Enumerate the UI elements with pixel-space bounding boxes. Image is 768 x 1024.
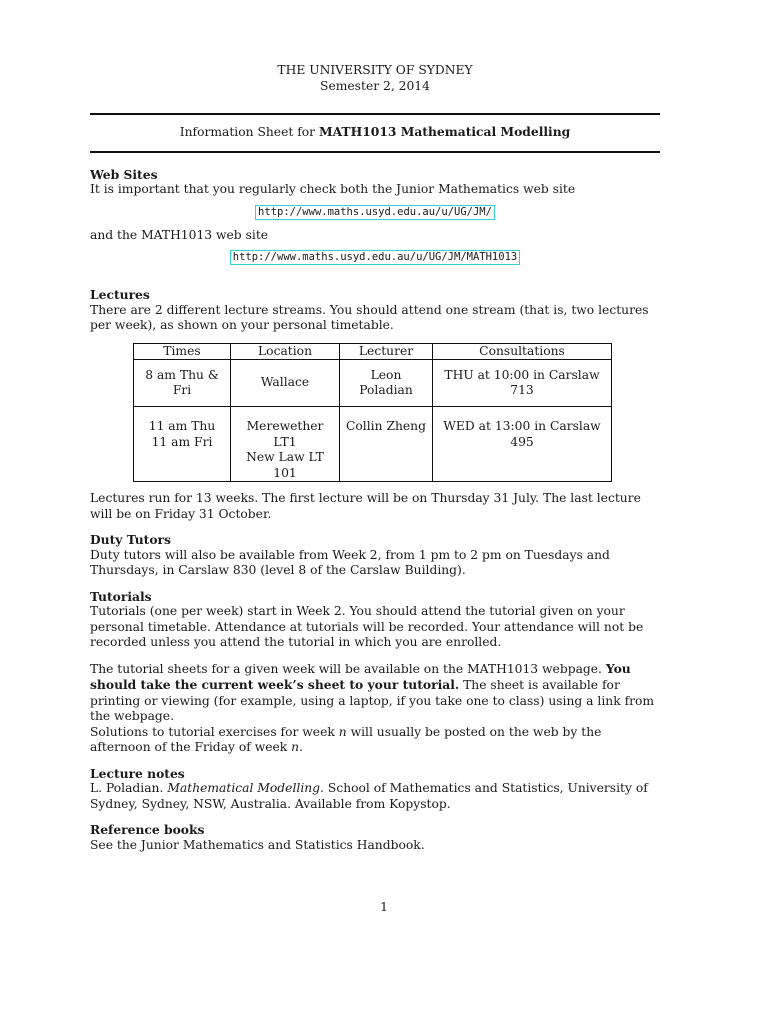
table-header: Location bbox=[231, 343, 340, 360]
table-cell-times bbox=[134, 407, 231, 482]
solutions-rest: will usually be posted on the web by the afternoon of the Friday of week bbox=[90, 724, 602, 754]
table-header: Times bbox=[134, 343, 231, 360]
solutions-end: . bbox=[299, 740, 304, 754]
table-cell-location: Wallace bbox=[231, 360, 340, 407]
lecture-table bbox=[133, 343, 612, 483]
course-title: MATH1013 Mathematical Modelling bbox=[318, 124, 571, 139]
university-name: THE UNIVERSITY OF SYDNEY bbox=[277, 63, 473, 77]
notes-author: L. Poladian. bbox=[90, 781, 164, 795]
table-cell-consultations: THU at 10:00 in Carslaw 713 bbox=[433, 360, 612, 407]
table-cell-times: 8 am Thu & Fri bbox=[134, 360, 231, 407]
lectures-heading: Lectures bbox=[90, 287, 150, 302]
table-cell-lecturer: Collin Zheng bbox=[340, 407, 433, 482]
lectures-schedule: Lectures run for 13 weeks. The first lecture will be on Thursday 31 July. The last lecture will be on Friday 31 October. bbox=[90, 491, 641, 521]
jm-website-link[interactable]: http://www.maths.usyd.edu.au/u/UG/JM/ bbox=[255, 205, 495, 220]
page-number: 1 bbox=[380, 900, 388, 914]
web-sites-heading: Web Sites bbox=[90, 166, 158, 182]
table-row bbox=[134, 407, 612, 482]
duty-tutors-text: Duty tutors will also be available from Week 2, from 1 pm to 2 pm on Tuesdays and Thursdays, in Carslaw 830 (level 8 of the Carslaw Building). bbox=[90, 547, 610, 577]
table-header: Consultations bbox=[433, 343, 612, 360]
week-variable: n bbox=[291, 740, 300, 754]
tutorial-sheets-emphasis: You should take the current week’s sheet to your tutorial. bbox=[90, 660, 631, 692]
document-page bbox=[90, 62, 660, 853]
solutions-text: Solutions to tutorial exercises for week bbox=[90, 724, 335, 739]
reference-books-text: See the Junior Mathematics and Statistics Handbook. bbox=[90, 837, 425, 852]
math1013-website-link[interactable]: http://www.maths.usyd.edu.au/u/UG/JM/MATH1013 bbox=[230, 250, 520, 265]
table-header: Lecturer bbox=[340, 343, 433, 360]
table-header-row bbox=[134, 343, 612, 360]
tutorials-paragraph-2 bbox=[90, 661, 660, 725]
tutorial-sheets-text: The tutorial sheets for a given week will be available on the MATH1013 webpage. bbox=[90, 661, 602, 676]
table-cell-consultations: WED at 13:00 in Carslaw 495 bbox=[433, 407, 612, 482]
location-line: New Law LT 101 bbox=[246, 450, 324, 480]
lecture-notes-heading: Lecture notes bbox=[90, 765, 185, 781]
week-variable: n bbox=[338, 724, 347, 739]
notes-publisher: School of Mathematics and Statistics, University of Sydney, Sydney, NSW, Australia. Available from Kopystop. bbox=[90, 781, 648, 811]
tutorials-heading: Tutorials bbox=[90, 588, 152, 604]
location-line: Merewether LT1 bbox=[246, 419, 324, 449]
info-prefix: Information Sheet for bbox=[179, 125, 316, 139]
tutorials-paragraph-1: Tutorials (one per week) start in Week 2. You should attend the tutorial given on your personal timetable. Attendance at tutorials will be recorded. Your attendance will not be recorded unless you attend the tutorial in which you are enrolled. bbox=[90, 604, 644, 649]
semester: Semester 2, 2014 bbox=[320, 79, 430, 93]
web-sites-intro: It is important that you regularly check both the Junior Mathematics web site bbox=[90, 182, 576, 196]
table-cell-lecturer: Leon Poladian bbox=[340, 360, 433, 407]
tutorial-sheets-rest: The sheet is available for printing or viewing (for example, using a laptop, if you take one to class) using a link from the webpage. bbox=[90, 678, 655, 723]
reference-books-heading: Reference books bbox=[90, 822, 205, 837]
time-line: 11 am Thu bbox=[148, 419, 216, 433]
web-sites-middle: and the MATH1013 web site bbox=[90, 227, 269, 242]
lecture-notes-text bbox=[90, 781, 660, 812]
table-row bbox=[134, 360, 612, 407]
lectures-intro: There are 2 different lecture streams. You should attend one stream (that is, two lectures per week), as shown on your personal timetable. bbox=[90, 302, 649, 332]
time-line: 11 am Fri bbox=[151, 434, 213, 449]
info-sheet-title bbox=[90, 115, 660, 151]
tutorials-paragraph-3 bbox=[90, 725, 660, 756]
notes-book-title: Mathematical Modelling. bbox=[167, 781, 324, 795]
duty-tutors-heading: Duty Tutors bbox=[90, 532, 171, 547]
table-cell-location bbox=[231, 407, 340, 482]
